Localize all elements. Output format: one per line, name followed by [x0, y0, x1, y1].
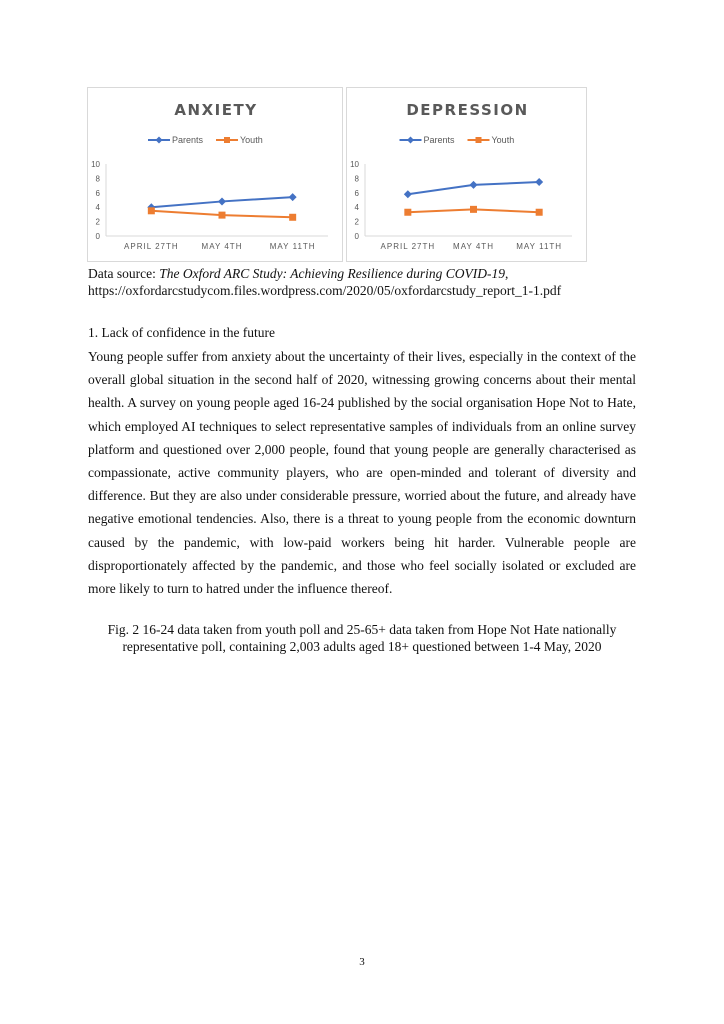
depression-xtick-1: MAY 4TH — [453, 242, 494, 251]
section-heading: 1. Lack of confidence in the future — [88, 325, 276, 340]
anxiety-chart — [87, 87, 343, 262]
anxiety-legend-marker-parents — [156, 137, 163, 144]
anxiety-youth-point-0 — [148, 207, 155, 214]
anxiety-ytick-6: 6 — [95, 188, 100, 198]
depression-ytick-0: 0 — [354, 232, 359, 241]
anxiety-xtick-2: MAY 11TH — [269, 242, 316, 251]
depression-youth-point-1 — [470, 206, 477, 213]
depression-chart-svg — [347, 88, 588, 263]
depression-xtick-2: MAY 11TH — [516, 242, 563, 251]
depression-chart — [346, 87, 587, 262]
depression-ytick-8: 8 — [354, 174, 359, 184]
anxiety-parents-point-2 — [289, 193, 297, 201]
depression-youth-point-0 — [404, 209, 411, 216]
anxiety-youth-point-2 — [289, 214, 296, 221]
source-url[interactable]: https://oxfordarcstudycom.files.wordpress.com/2020/05/oxfordarcstudy_report_1-1.pdf — [88, 283, 562, 298]
anxiety-legend-label-youth: Youth — [240, 135, 263, 145]
depression-xtick-0: APRIL 27TH — [380, 242, 436, 251]
anxiety-ytick-8: 8 — [95, 174, 100, 184]
anxiety-legend-label-parents: Parents — [172, 135, 204, 145]
depression-parents-point-0 — [404, 190, 412, 198]
depression-ytick-6: 6 — [354, 188, 359, 198]
anxiety-xtick-1: MAY 4TH — [201, 242, 243, 251]
depression-ytick-10: 10 — [350, 160, 359, 169]
anxiety-parents-point-1 — [218, 197, 226, 205]
depression-chart-title: DEPRESSION — [406, 101, 529, 119]
source-prefix: Data source: — [88, 266, 160, 281]
source-title: The Oxford ARC Study: Achieving Resilience during COVID-19 — [159, 266, 506, 281]
depression-parents-point-1 — [470, 181, 478, 189]
depression-ytick-4: 4 — [354, 203, 359, 213]
anxiety-ytick-0: 0 — [95, 232, 100, 241]
section-paragraph: Young people suffer from anxiety about the uncertainty of their lives, especially in the context of the overall global situation in the second half of 2020, witnessing growing concerns about their mental health. A survey on young people aged 16-24 published by the social organisation Hope Not to Hate, which employed AI techniques to select representative samples of individuals from an online survey platform and questioned over 2,000 people, found that young people are generally characterised as compassionate, active community players, who are open-minded and tolerant of diversity and difference. But they are also under considerable pressure, worried about the future, and already have negative emotional tendencies. Also, there is a threat to young people from the economic downturn caused by the pandemic, with low-paid workers being hit harder. Vulnerable people are disproportionately affected by the pandemic, and those who feel socially isolated or excluded are more likely to turn to hatred under the influence thereof. — [88, 349, 636, 597]
anxiety-legend-marker-youth — [224, 137, 230, 143]
anxiety-youth-point-1 — [219, 212, 226, 219]
anxiety-ytick-10: 10 — [91, 160, 100, 169]
depression-legend-label-youth: Youth — [491, 135, 515, 145]
figure-caption: Fig. 2 16-24 data taken from youth poll and 25-65+ data taken from Hope Not Hate nationally representative poll, containing 2,003 adults aged 18+ questioned between 1-4 May, 2020 — [107, 622, 617, 654]
data-source — [88, 265, 648, 299]
anxiety-chart-svg — [88, 88, 344, 263]
depression-legend-marker-youth — [476, 137, 482, 143]
anxiety-ytick-4: 4 — [95, 203, 100, 213]
depression-legend-marker-parents — [407, 137, 414, 144]
depression-youth-point-2 — [536, 209, 543, 216]
source-suffix: , — [505, 266, 509, 281]
anxiety-chart-title: ANXIETY — [174, 101, 258, 119]
depression-parents-point-2 — [535, 178, 543, 186]
depression-legend-label-parents: Parents — [423, 135, 455, 145]
anxiety-xtick-0: APRIL 27TH — [124, 242, 179, 251]
depression-ytick-2: 2 — [354, 217, 359, 227]
anxiety-ytick-2: 2 — [95, 217, 100, 227]
page-number: 3 — [359, 956, 365, 968]
